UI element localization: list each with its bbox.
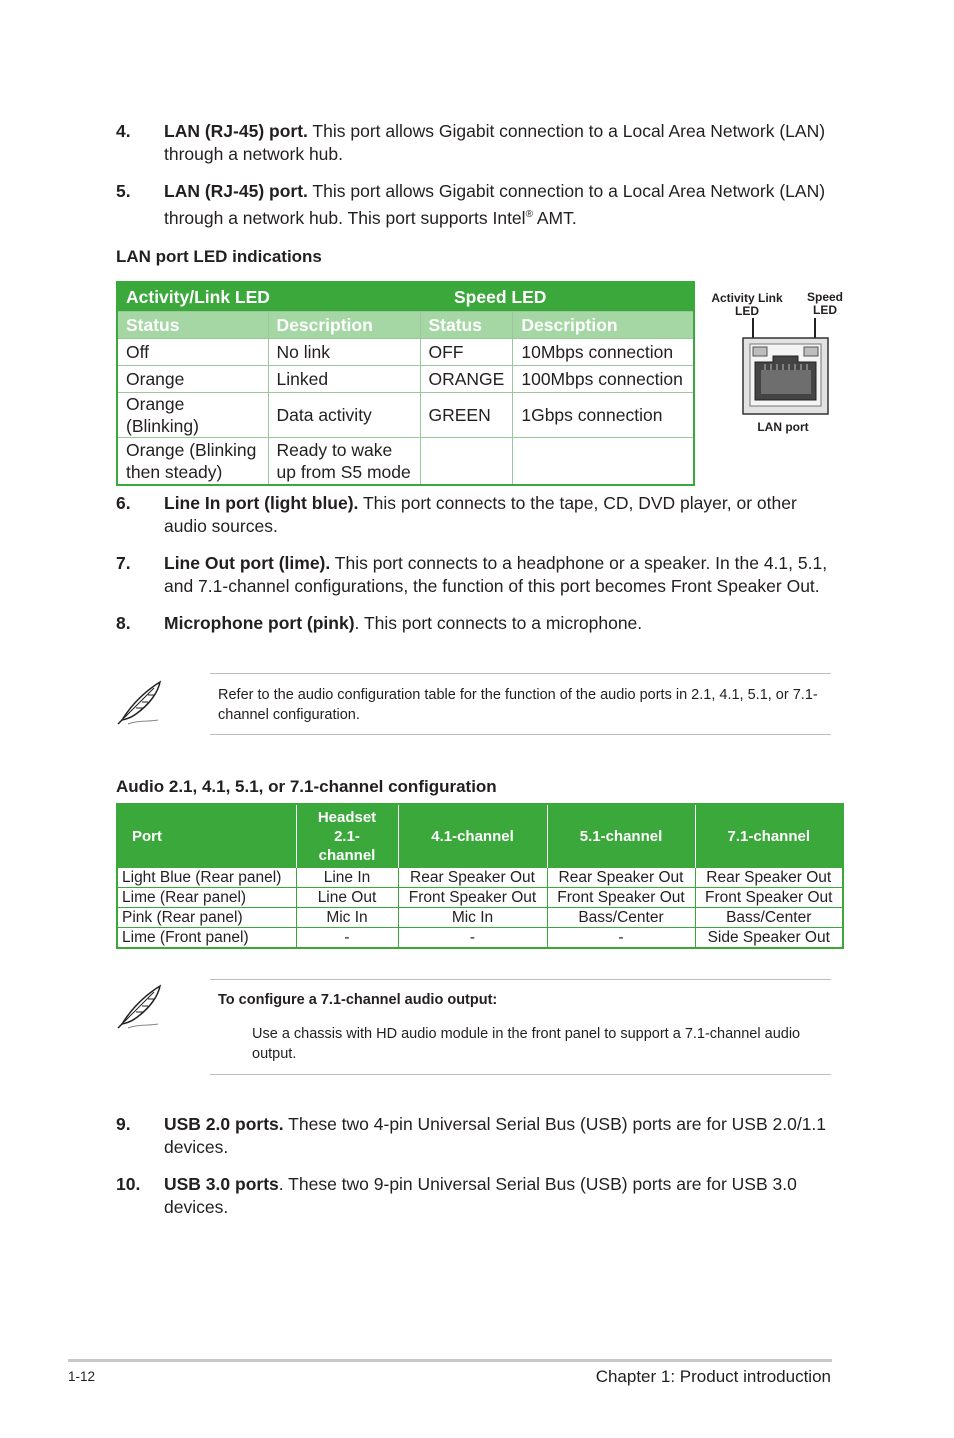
registered-mark: ® bbox=[525, 209, 533, 220]
note-pen-icon bbox=[114, 678, 166, 726]
table-cell bbox=[513, 438, 694, 486]
list-item-7 bbox=[116, 552, 836, 598]
table-cell: Rear Speaker Out bbox=[695, 868, 843, 888]
list-item-8 bbox=[116, 612, 836, 635]
audio-table-header bbox=[117, 804, 843, 868]
item-text: This port connects to the tape, CD, DVD player, or other audio sources. bbox=[164, 493, 797, 536]
list-item-5 bbox=[116, 180, 836, 230]
table-cell: Off bbox=[117, 339, 268, 366]
lan-port-label: LAN port bbox=[757, 420, 809, 434]
table-cell: No link bbox=[268, 339, 420, 366]
item-number: 6. bbox=[116, 493, 131, 513]
table-cell: Rear Speaker Out bbox=[398, 868, 547, 888]
list-item-10 bbox=[116, 1173, 836, 1219]
footer-rule bbox=[68, 1359, 832, 1362]
table-row bbox=[117, 393, 694, 438]
table-cell: Mic In bbox=[296, 908, 398, 928]
table-row bbox=[117, 339, 694, 366]
table-cell: ORANGE bbox=[420, 366, 513, 393]
table-cell: Data activity bbox=[268, 393, 420, 438]
item-number: 4. bbox=[116, 121, 131, 141]
table-cell: Orange (Blinking then steady) bbox=[117, 438, 268, 486]
list-item-4 bbox=[116, 120, 836, 166]
item-text-tail: AMT. bbox=[532, 207, 577, 228]
table-cell: GREEN bbox=[420, 393, 513, 438]
table-cell: Lime (Rear panel) bbox=[117, 888, 296, 908]
table-row bbox=[117, 908, 843, 928]
table-cell: Lime (Front panel) bbox=[117, 928, 296, 949]
item-title: LAN (RJ-45) port. bbox=[164, 121, 308, 141]
table-cell: Front Speaker Out bbox=[398, 888, 547, 908]
table-cell: Side Speaker Out bbox=[695, 928, 843, 949]
item-title: Line In port (light blue). bbox=[164, 493, 359, 513]
table-cell: Front Speaker Out bbox=[695, 888, 843, 908]
table-cell: Orange (Blinking) bbox=[117, 393, 268, 438]
table-cell: Bass/Center bbox=[695, 908, 843, 928]
list-item-6 bbox=[116, 492, 836, 538]
item-text: This port allows Gigabit connection to a Local Area Network (LAN) through a network hub. bbox=[164, 121, 826, 164]
column-header: Status bbox=[117, 312, 268, 339]
table-row bbox=[117, 868, 843, 888]
column-header: Description bbox=[513, 312, 694, 339]
table-cell: - bbox=[296, 928, 398, 949]
lan-table-group-header bbox=[117, 282, 694, 312]
list-item-9 bbox=[116, 1113, 836, 1159]
table-cell: 100Mbps connection bbox=[513, 366, 694, 393]
item-title: Microphone port (pink) bbox=[164, 613, 355, 633]
column-header: 4.1-channel bbox=[398, 804, 547, 868]
column-header: 5.1-channel bbox=[547, 804, 695, 868]
table-row bbox=[117, 888, 843, 908]
speed-led-label: Speed LED bbox=[806, 290, 843, 317]
rj45-port-icon bbox=[703, 316, 853, 416]
item-title: USB 3.0 ports bbox=[164, 1174, 279, 1194]
table-cell: Front Speaker Out bbox=[547, 888, 695, 908]
group-header-speed: Speed LED bbox=[420, 282, 694, 312]
table-cell: 1Gbps connection bbox=[513, 393, 694, 438]
column-header: 7.1-channel bbox=[695, 804, 843, 868]
lan-led-heading: LAN port LED indications bbox=[116, 247, 322, 266]
column-header: Headset 2.1-channel bbox=[296, 804, 398, 868]
lan-table-column-header bbox=[117, 312, 694, 339]
lan-port-diagram bbox=[703, 288, 853, 438]
table-cell: - bbox=[547, 928, 695, 949]
activity-led-label: Activity Link LED bbox=[711, 291, 783, 318]
table-cell: Bass/Center bbox=[547, 908, 695, 928]
note-pen-icon bbox=[114, 982, 166, 1030]
table-row bbox=[117, 928, 843, 949]
item-text: This port allows Gigabit connection to a Local Area Network (LAN) through a network hub. This port supports Intel bbox=[164, 181, 826, 228]
table-cell: Ready to wake up from S5 mode bbox=[268, 438, 420, 486]
table-cell: Linked bbox=[268, 366, 420, 393]
note-title: To configure a 7.1-channel audio output: bbox=[218, 992, 498, 1008]
note-text: Refer to the audio configuration table for the function of the audio ports in 2.1, 4.1, 5.1, or 7.1-channel configuration. bbox=[218, 687, 818, 723]
page-number: 1-12 bbox=[68, 1369, 96, 1384]
item-number: 5. bbox=[116, 181, 131, 201]
table-cell: Line Out bbox=[296, 888, 398, 908]
note-text: Use a chassis with HD audio module in the front panel to support a 7.1-channel audio output. bbox=[252, 1026, 801, 1062]
item-number: 8. bbox=[116, 613, 131, 633]
group-header-activity: Activity/Link LED bbox=[117, 282, 420, 312]
table-cell: Rear Speaker Out bbox=[547, 868, 695, 888]
column-header: Description bbox=[268, 312, 420, 339]
table-cell: OFF bbox=[420, 339, 513, 366]
table-row bbox=[117, 438, 694, 486]
table-cell: Orange bbox=[117, 366, 268, 393]
item-text: . This port connects to a microphone. bbox=[354, 613, 643, 633]
column-header: Status bbox=[420, 312, 513, 339]
audio-config-heading: Audio 2.1, 4.1, 5.1, or 7.1-channel configuration bbox=[116, 777, 497, 796]
item-text: This port connects to a headphone or a speaker. In the 4.1, 5.1, and 7.1-channel configurations, the function of this port becomes Front Speaker Out. bbox=[164, 553, 828, 596]
item-text: These two 4-pin Universal Serial Bus (USB) ports are for USB 2.0/1.1 devices. bbox=[164, 1114, 827, 1157]
audio-config-table bbox=[116, 803, 844, 949]
table-cell: Pink (Rear panel) bbox=[117, 908, 296, 928]
item-title: Line Out port (lime). bbox=[164, 553, 331, 573]
table-cell bbox=[420, 438, 513, 486]
table-cell: - bbox=[398, 928, 547, 949]
table-cell: Mic In bbox=[398, 908, 547, 928]
item-title: LAN (RJ-45) port. bbox=[164, 181, 308, 201]
item-text: . These two 9-pin Universal Serial Bus (USB) ports are for USB 3.0 devices. bbox=[164, 1174, 797, 1217]
table-cell: Light Blue (Rear panel) bbox=[117, 868, 296, 888]
table-row bbox=[117, 366, 694, 393]
item-number: 7. bbox=[116, 553, 131, 573]
table-cell: Line In bbox=[296, 868, 398, 888]
chapter-title: Chapter 1: Product introduction bbox=[595, 1367, 831, 1386]
item-number: 9. bbox=[116, 1114, 131, 1134]
item-number: 10. bbox=[116, 1174, 141, 1194]
lan-led-table bbox=[116, 281, 695, 486]
column-header: Port bbox=[117, 804, 296, 868]
table-cell: 10Mbps connection bbox=[513, 339, 694, 366]
item-title: USB 2.0 ports. bbox=[164, 1114, 284, 1134]
